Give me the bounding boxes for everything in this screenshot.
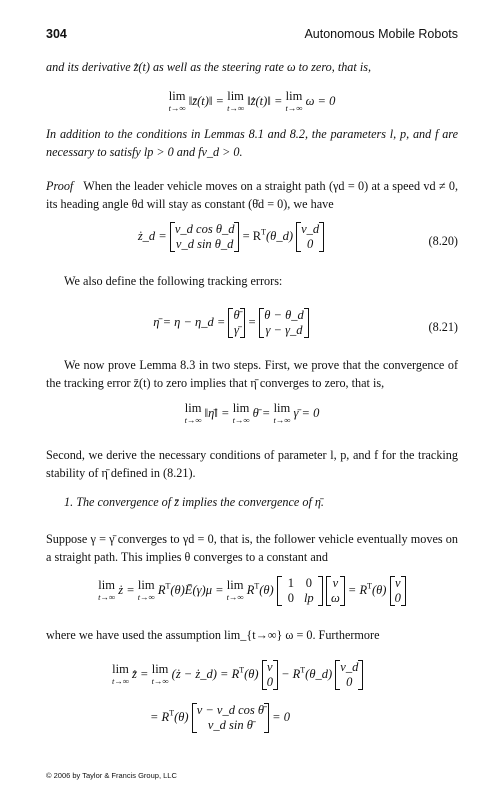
paragraph-suppose: Suppose γ = γ̄ converges to γd = 0, that is, the follower vehicle eventually moves on a straight path. This implies θ converges to a constant and — [46, 532, 458, 564]
equation-number: (8.21) — [428, 320, 458, 334]
paragraph-furthermore: where we have used the assumption lim_{t→∞} ω = 0. Furthermore — [46, 628, 380, 642]
paragraph-second-step: Second, we derive the necessary conditions of parameter l, p, and f for the tracking stability of η̄ defined in (8.21). — [46, 448, 458, 480]
equation-limits-2: lim t→∞ ‖η̄‖ = lim t→∞ θ̄ = lim t→∞ γ̄ = 0 — [184, 401, 320, 425]
lemma-text-1: and its derivative z̄̇(t) as well as the steering rate ω to zero, that is, — [46, 60, 371, 74]
equation-8-21: η̄ = η − η_d = θ̄ γ̄ = θ − θ_d γ − γ_d (8.21) — [153, 308, 458, 337]
paragraph-tracking-errors: We also define the following tracking errors: — [64, 274, 283, 288]
lemma-text-2: In addition to the conditions in Lemmas 8.1 and 8.2, the parameters l, p, and f are necessary to satisfy lp > 0 and fv_d > 0. — [46, 127, 458, 159]
page-header — [46, 27, 458, 45]
copyright-footer: © 2006 by Taylor & Francis Group, LLC — [46, 771, 177, 780]
running-title: Autonomous Mobile Robots — [304, 27, 458, 41]
proof-label: Proof — [46, 179, 74, 193]
paragraph-two-steps: We now prove Lemma 8.3 in two steps. First, we prove that the convergence of the tracking error z̄(t) to zero implies that η̄ converges to zero, that is, — [46, 358, 458, 390]
equation-result-zero: = $R^T(\theta)$ v − v_d cos θ̄ v_d sin θ̄ = 0 — [150, 703, 290, 732]
equation-limits-1: lim t→∞ ‖z̄(t)‖ = lim t→∞ ‖z̄̇(t)‖ = lim t→∞ ω = 0 — [168, 89, 336, 113]
proof-paragraph — [46, 177, 458, 213]
equation-8-20: ż_d = v_d cos θ_d v_d sin θ_d = $R^T(\theta\_d)$ v_d 0 (8.20) — [137, 222, 458, 251]
proof-text: When the leader vehicle moves on a straight path (γd = 0) at a speed vd ≠ 0, its heading angle θd will stay as constant (θ̇d = 0), we have — [46, 179, 458, 211]
equation-number: (8.20) — [428, 234, 458, 248]
list-item-1: 1. The convergence of z̄ implies the convergence of η̄. — [64, 495, 324, 509]
equation-limit-z-dot: lim t→∞ ż = lim t→∞ $R^T(\theta)Ē(\gamma)\mu = \lim$ t→∞ $R^T(\theta)$ 1 0 0 lp v ω = $R^T(\theta)$ v 0 — [46, 576, 458, 606]
equation-limit-zbar-dot: lim t→∞ z̄̇ = lim t→∞ (ż − ż_d) = $R^T(\theta)$ v 0 − $R^T(\theta\_d)$ v_d 0 — [112, 660, 458, 690]
page-number: 304 — [46, 27, 67, 41]
